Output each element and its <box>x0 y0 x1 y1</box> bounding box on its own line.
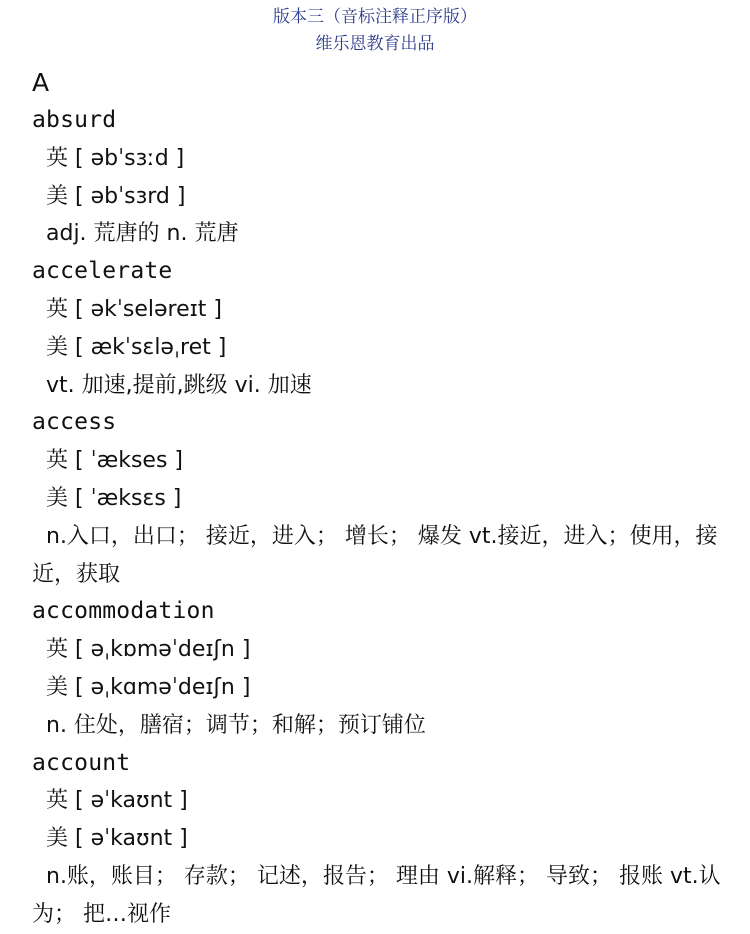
entry-word: account <box>32 749 131 776</box>
uk-pronunciation: 英 [ əbˈsɜːd ] <box>46 145 185 171</box>
entry-account <box>32 745 722 934</box>
entry-word: accelerate <box>32 258 173 285</box>
header-publisher: 维乐恩教育出品 <box>315 34 435 54</box>
definition: adj. 荒唐的 n. 荒唐 <box>46 221 239 247</box>
entry-access <box>32 404 722 593</box>
section-letter: A <box>32 68 50 97</box>
definition: n.账，账目； 存款； 记述，报告； 理由 vi.解释； 导致； 报账 vt.认为； 把…视作 <box>32 863 721 927</box>
definition: vt. 加速,提前,跳级 vi. 加速 <box>46 372 312 398</box>
document-header <box>0 4 750 58</box>
definition: n.入口，出口； 接近，进入； 增长； 爆发 vt.接近，进入；使用，接近，获取 <box>32 523 718 587</box>
entry-word: absurd <box>32 107 117 133</box>
entry-accommodation <box>32 593 722 744</box>
entry-word: access <box>32 409 117 436</box>
us-pronunciation: 美 [ ækˈsɛləˌret ] <box>46 334 227 360</box>
definition: n. 住处，膳宿；调节；和解；预订铺位 <box>46 712 426 738</box>
us-pronunciation: 美 [ ˈæksɛs ] <box>46 485 182 511</box>
entry-accelerate <box>32 253 722 404</box>
header-title: 版本三（音标注释正序版） <box>273 7 477 27</box>
uk-pronunciation: 英 [ əˌkɒməˈdeɪʃn ] <box>46 637 251 663</box>
us-pronunciation: 美 [ əˈkaʊnt ] <box>46 826 188 852</box>
us-pronunciation: 美 [ əˌkɑməˈdeɪʃn ] <box>46 674 251 700</box>
entry-word: accommodation <box>32 598 215 625</box>
us-pronunciation: 美 [ əbˈsɜrd ] <box>46 183 186 209</box>
vocabulary-list <box>32 64 722 934</box>
entry-absurd <box>32 102 722 253</box>
uk-pronunciation: 英 [ ˈækses ] <box>46 448 183 474</box>
uk-pronunciation: 英 [ əkˈseləreɪt ] <box>46 296 223 322</box>
uk-pronunciation: 英 [ əˈkaʊnt ] <box>46 788 188 814</box>
